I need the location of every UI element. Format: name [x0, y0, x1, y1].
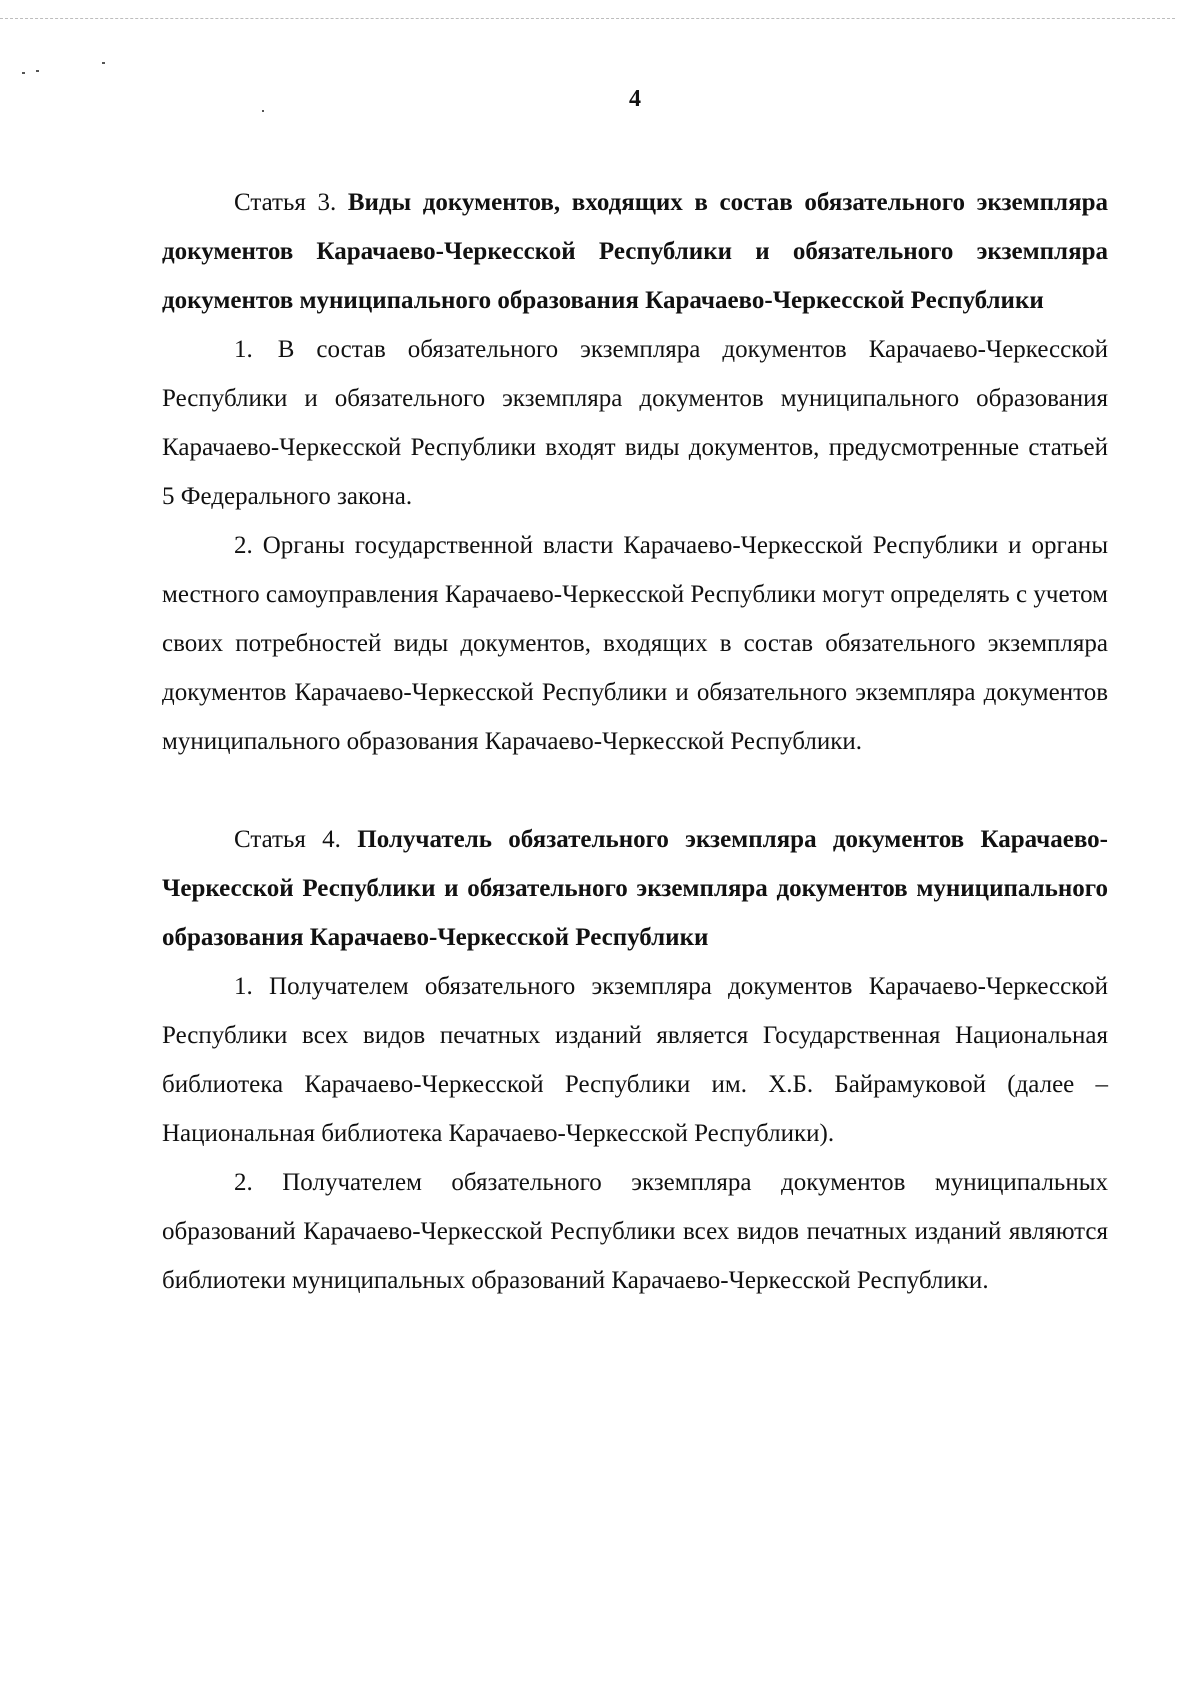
article-paragraph: 2. Получателем обязательного экземпляра документов муниципальных образований Карачаево-Черкесской Республики всех видов печатных изданий являются библиотеки муниципальных образований Карачаево-Черкесской Республики.	[162, 1169, 1108, 1294]
article-3	[162, 178, 1108, 766]
article-paragraph: 1. Получателем обязательного экземпляра документов Карачаево-Черкесской Республики всех видов печатных изданий является Государственная Национальная библиотека Карачаево-Черкесской Республики им. Х.Б. Байрамуковой (далее – Национальная библиотека Карачаево-Черкесской Республики).	[162, 973, 1108, 1147]
article-4	[162, 815, 1108, 1305]
article-paragraph: 1. В состав обязательного экземпляра документов Карачаево-Черкесской Республики и обязательного экземпляра документов муниципального образования Карачаево-Черкесской Республики входят виды документов, предусмотренные статьей 5 Федерального закона.	[162, 336, 1108, 510]
page-number: 4	[629, 86, 641, 112]
section-gap	[162, 766, 1108, 815]
article-title: Виды документов, входящих в состав обязательного экземпляра документов Карачаево-Черкесской Республики и обязательного экземпляра документов муниципального образования Карачаево-Черкесской Республики	[162, 189, 1109, 314]
article-paragraph: 2. Органы государственной власти Карачаево-Черкесской Республики и органы местного самоуправления Карачаево-Черкесской Республики могут определять с учетом своих потребностей виды документов, входящих в состав обязательного экземпляра документов Карачаево-Черкесской Республики и обязательного экземпляра документов муниципального образования Карачаево-Черкесской Республики.	[162, 532, 1108, 755]
article-heading	[162, 178, 1108, 325]
document-body	[162, 178, 1108, 1305]
article-heading	[162, 815, 1108, 962]
article-label: Статья 3.	[234, 189, 337, 216]
article-title: Получатель обязательного экземпляра документов Карачаево-Черкесской Республики и обязательного экземпляра документов муниципального образования Карачаево-Черкесской Республики	[162, 826, 1108, 951]
article-label: Статья 4.	[234, 826, 341, 853]
scan-artifact-line	[0, 18, 1175, 19]
scan-speck	[102, 62, 105, 64]
scan-speck	[36, 70, 39, 72]
scan-speck	[22, 72, 25, 74]
